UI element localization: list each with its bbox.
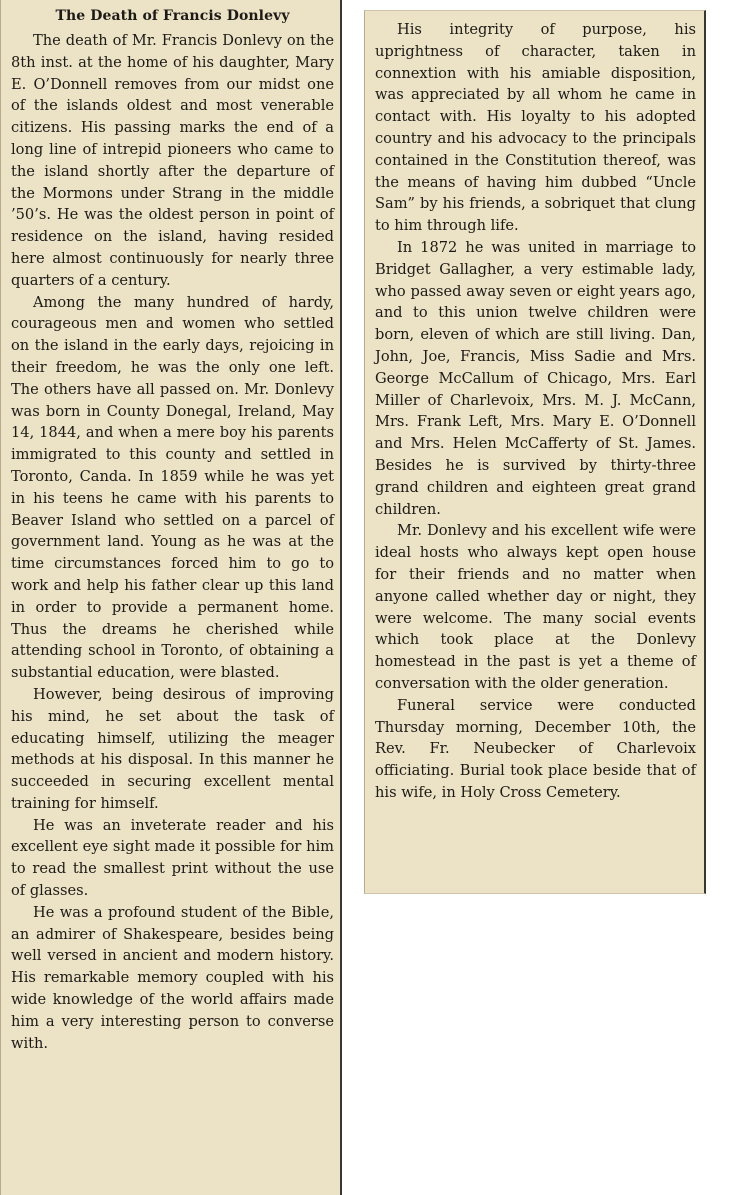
paragraph-integrity: His integrity of purpose, his uprightness of character, taken in connextion with his amiable disposition, was appreciated by all whom he came in contact with. His loyalty to his adopted country and his advocacy to the principals contained in the Constitution thereof, was the means of having him dubbed “Uncle Sam” by his friends, a sobriquet that clung to him through life.: [375, 21, 696, 235]
paragraph-pioneers: Among the many hundred of hardy, courageous men and women who settled on the island in the early days, rejoicing in their freedom, he was the only one left. The others have all passed on. Mr. Donlevy was born in County Donegal, Ireland, May 14, 1844, and when a mere boy his parents immigrated to this county and settled in Toronto, Canda. In 1859 while he was yet in his teens he came with his parents to Beaver Island who settled on a parcel of government land. Young as he was at the time circumstances forced him to go to work and help his father clear up this land in order to provide a permanent home. Thus the dreams he cherished while attending school in Toronto, of obtaining a substantial education, were blasted.: [11, 293, 334, 682]
clipping-right-column: [364, 10, 706, 894]
paragraph-reader: He was an inveterate reader and his excellent eye sight made it possible for him to read the smallest print without the use of glasses.: [11, 816, 334, 900]
paragraph-hosts: Mr. Donlevy and his excellent wife were ideal hosts who always kept open house for their friends and no matter when anyone called whether day or night, they were welcome. The many social events which took place at the Donlevy homestead in the past is yet a theme of conversation with the older generation.: [375, 522, 696, 692]
paragraph-self-education: However, being desirous of improving his mind, he set about the task of educating himself, utilizing the meager methods at his disposal. In this manner he succeeded in securing excellent mental training for himself.: [11, 685, 334, 812]
paragraph-student: He was a profound student of the Bible, an admirer of Shakespeare, besides being well versed in ancient and modern history. His remarkable memory coupled with his wide knowledge of the world affairs made him a very interesting person to converse with.: [11, 903, 334, 1052]
article-headline: The Death of Francis Donlevy: [55, 8, 290, 24]
clipping-left-column: [0, 0, 342, 1195]
paragraph-funeral: Funeral service were conducted Thursday morning, December 10th, the Rev. Fr. Neubecker of Charlevoix officiating. Burial took place beside that of his wife, in Holy Cross Cemetery.: [375, 696, 696, 801]
paragraph-marriage: In 1872 he was united in marriage to Bridget Gallagher, a very estimable lady, who passed away seven or eight years ago, and to this union twelve children were born, eleven of which are still living. Dan, John, Joe, Francis, Miss Sadie and Mrs. George McCallum of Chicago, Mrs. Earl Miller of Charlevoix, Mrs. M. J. McCann, Mrs. Frank Left, Mrs. Mary E. O’Donnell and Mrs. Helen McCafferty of St. James. Besides he is survived by thirty-three grand children and eighteen great grand children.: [375, 238, 696, 518]
paragraph-intro: The death of Mr. Francis Donlevy on the 8th inst. at the home of his daughter, Mary E. O’Donnell removes from our midst one of the islands oldest and most venerable citizens. His passing marks the end of a long line of intrepid pioneers who came to the island shortly after the departure of the Mormons under Strang in the middle ’50’s. He was the oldest person in point of residence on the island, having resided here almost continuously for nearly three quarters of a century.: [11, 32, 334, 289]
